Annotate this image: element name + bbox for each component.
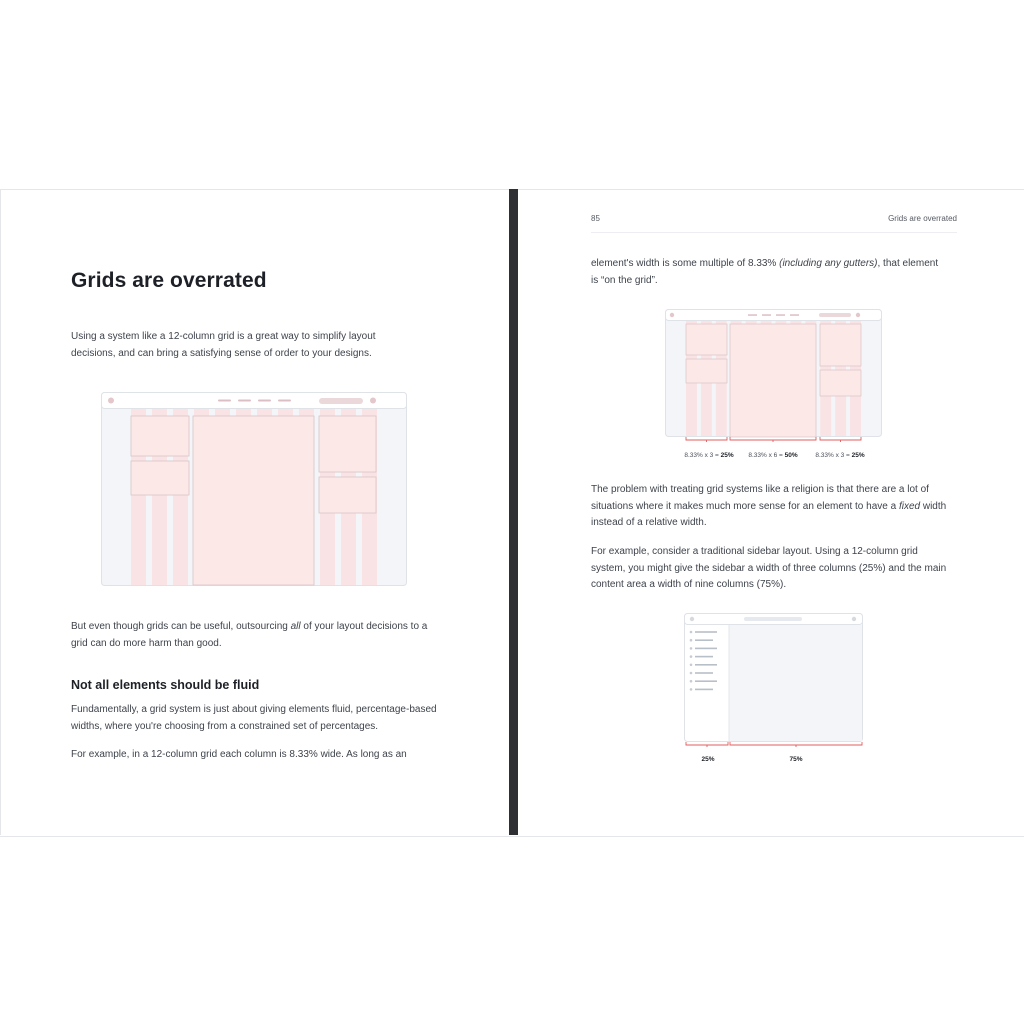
caption-main-columns: 8.33% x 6 = 50%	[748, 452, 798, 459]
paragraph-example: For example, in a 12-column grid each column is 8.33% wide. As long as an	[71, 749, 407, 760]
grid-breakdown-diagram	[665, 309, 883, 449]
caption-right-columns: 8.33% x 3 = 25%	[815, 452, 865, 459]
nav-line	[695, 672, 713, 674]
grid-diagram-12-column	[101, 392, 407, 588]
nav-bullet-icon	[690, 647, 693, 650]
nav-line	[695, 631, 717, 633]
nav-line	[695, 689, 713, 691]
toolbar-dot-icon	[690, 617, 694, 621]
nav-bullet-icon	[690, 680, 693, 683]
nav-line	[695, 680, 717, 682]
toolbar-dot-icon	[852, 617, 856, 621]
nav-line	[695, 648, 717, 650]
paragraph-sidebar-example: For example, consider a traditional sidebar layout. Using a 12-column grid system, you might give the sidebar a width of three columns (25%) and the main content area a width of nine columns (75%).	[591, 546, 947, 590]
nav-bullet-icon	[690, 664, 693, 667]
nav-bullet-icon	[690, 631, 693, 634]
nav-bullet-icon	[690, 639, 693, 642]
running-title: Grids are overrated	[888, 214, 957, 223]
paragraph-fluid-widths: Fundamentally, a grid system is just about giving elements fluid, percentage-based widths, where you're choosing from a constrained set of percentages.	[71, 704, 437, 732]
page-number: 85	[591, 214, 600, 223]
nav-line	[695, 639, 713, 641]
search-bar	[744, 617, 802, 621]
toolbar-dot-icon	[370, 398, 376, 404]
nav-line	[695, 656, 713, 658]
nav-bullet-icon	[690, 655, 693, 658]
toolbar-dot-icon	[670, 313, 674, 317]
intro-paragraph: Using a system like a 12-column grid is a great way to simplify layout decisions, and can bring a satisfying sense of order to your designs.	[71, 331, 376, 359]
search-bar	[319, 398, 363, 404]
subheading: Not all elements should be fluid	[71, 678, 260, 692]
nav-bullet-icon	[690, 688, 693, 691]
left-page	[0, 189, 510, 835]
header-divider	[591, 232, 957, 233]
toolbar-dot-icon	[856, 313, 860, 317]
right-page	[518, 189, 1024, 835]
search-bar	[819, 313, 851, 317]
label-sidebar-width: 25%	[701, 756, 715, 763]
caption-left-columns: 8.33% x 3 = 25%	[684, 452, 734, 459]
width-brackets	[686, 437, 861, 442]
toolbar-dot-icon	[108, 398, 114, 404]
main-content-area	[729, 625, 862, 741]
paragraph-grid-harm: But even though grids can be useful, outsourcing all of your layout decisions to a grid can do more harm than good.	[71, 621, 428, 649]
nav-bullet-icon	[690, 672, 693, 675]
page-title: Grids are overrated	[71, 269, 267, 292]
book-spine	[509, 189, 518, 835]
sidebar-layout-diagram	[684, 613, 864, 749]
nav-line	[695, 664, 717, 666]
paragraph-on-grid: element's width is some multiple of 8.33% (including any gutters), that element is “on the grid”.	[591, 258, 939, 286]
label-main-width: 75%	[789, 756, 803, 763]
paragraph-religion: The problem with treating grid systems like a religion is that there are a lot of situations where it makes much more sense for an element to have a fixed width instead of a relative width.	[591, 484, 947, 528]
width-brackets	[686, 742, 862, 747]
